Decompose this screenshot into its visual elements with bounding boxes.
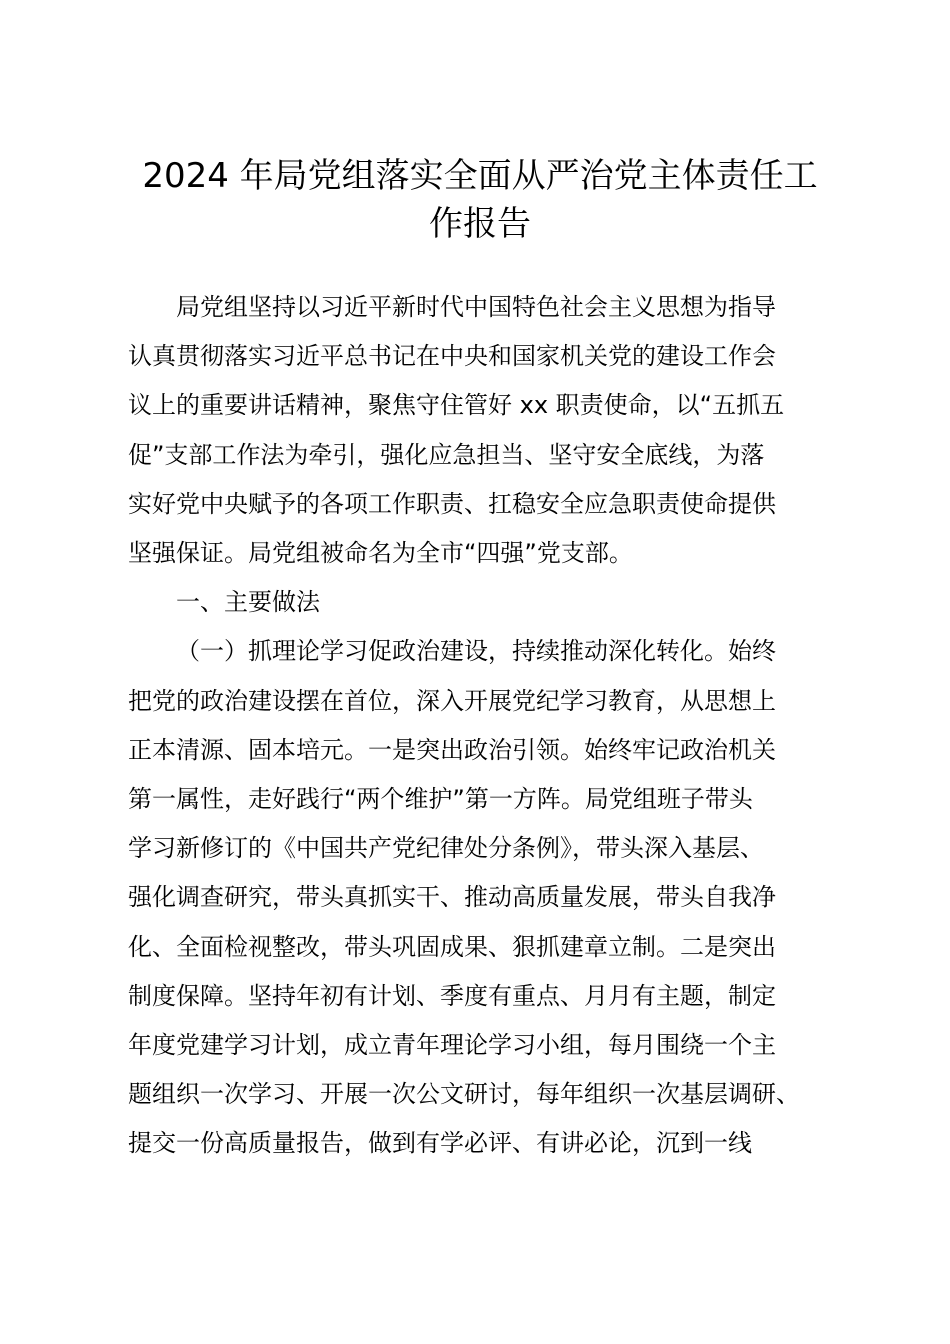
text-line: 制度保障。坚持年初有计划、季度有重点、月月有主题，制定 — [128, 981, 776, 1010]
text-line: 题组织一次学习、开展一次公文研讨，每年组织一次基层调研、 — [128, 1080, 800, 1109]
text-line: 年度党建学习计划，成立青年理论学习小组，每月围绕一个主 — [128, 1031, 776, 1060]
text-line: 局党组坚持以习近平新时代中国特色社会主义思想为指导 — [176, 293, 776, 321]
text-line: 议上的重要讲话精神，聚焦守住管好 xx 职责使命，以“五抓五 — [128, 391, 785, 420]
text-line: 认真贯彻落实习近平总书记在中央和国家机关党的建设工作会 — [128, 342, 776, 371]
text-line: 学习新修订的《中国共产党纪律处分条例》，带头深入基层、 — [128, 834, 764, 863]
text-line: 化、全面检视整改，带头巩固成果、狠抓建章立制。二是突出 — [128, 932, 776, 961]
body-paragraph — [128, 627, 838, 1168]
text-line: 实好党中央赋予的各项工作职责、扛稳安全应急职责使命提供 — [128, 489, 776, 518]
text-line: 强化调查研究，带头真抓实干、推动高质量发展，带头自我净 — [128, 883, 776, 912]
intro-paragraph — [128, 283, 838, 578]
heading-line: 一、主要做法 — [176, 588, 320, 617]
text-line: 正本清源、固本培元。一是突出政治引领。始终牢记政治机关 — [128, 735, 776, 764]
title-line: 2024 年局党组落实全面从严治党主体责任工 — [142, 156, 818, 196]
text-line: 把党的政治建设摆在首位，深入开展党纪学习教育，从思想上 — [128, 686, 776, 715]
text-line: 提交一份高质量报告，做到有学必评、有讲必论，沉到一线 — [128, 1129, 752, 1158]
text-line: 促”支部工作法为牵引，强化应急担当、坚守安全底线，为落 — [128, 440, 765, 469]
section-heading — [128, 578, 838, 627]
title-line: 作报告 — [429, 204, 531, 244]
text-line: （一）抓理论学习促政治建设，持续推动深化转化。始终 — [176, 637, 776, 666]
text-line: 第一属性，走好践行“两个维护”第一方阵。局党组班子带头 — [128, 785, 753, 814]
document-title — [120, 152, 840, 248]
text-line: 坚强保证。局党组被命名为全市“四强”党支部。 — [128, 539, 633, 568]
document-body — [128, 283, 838, 1169]
